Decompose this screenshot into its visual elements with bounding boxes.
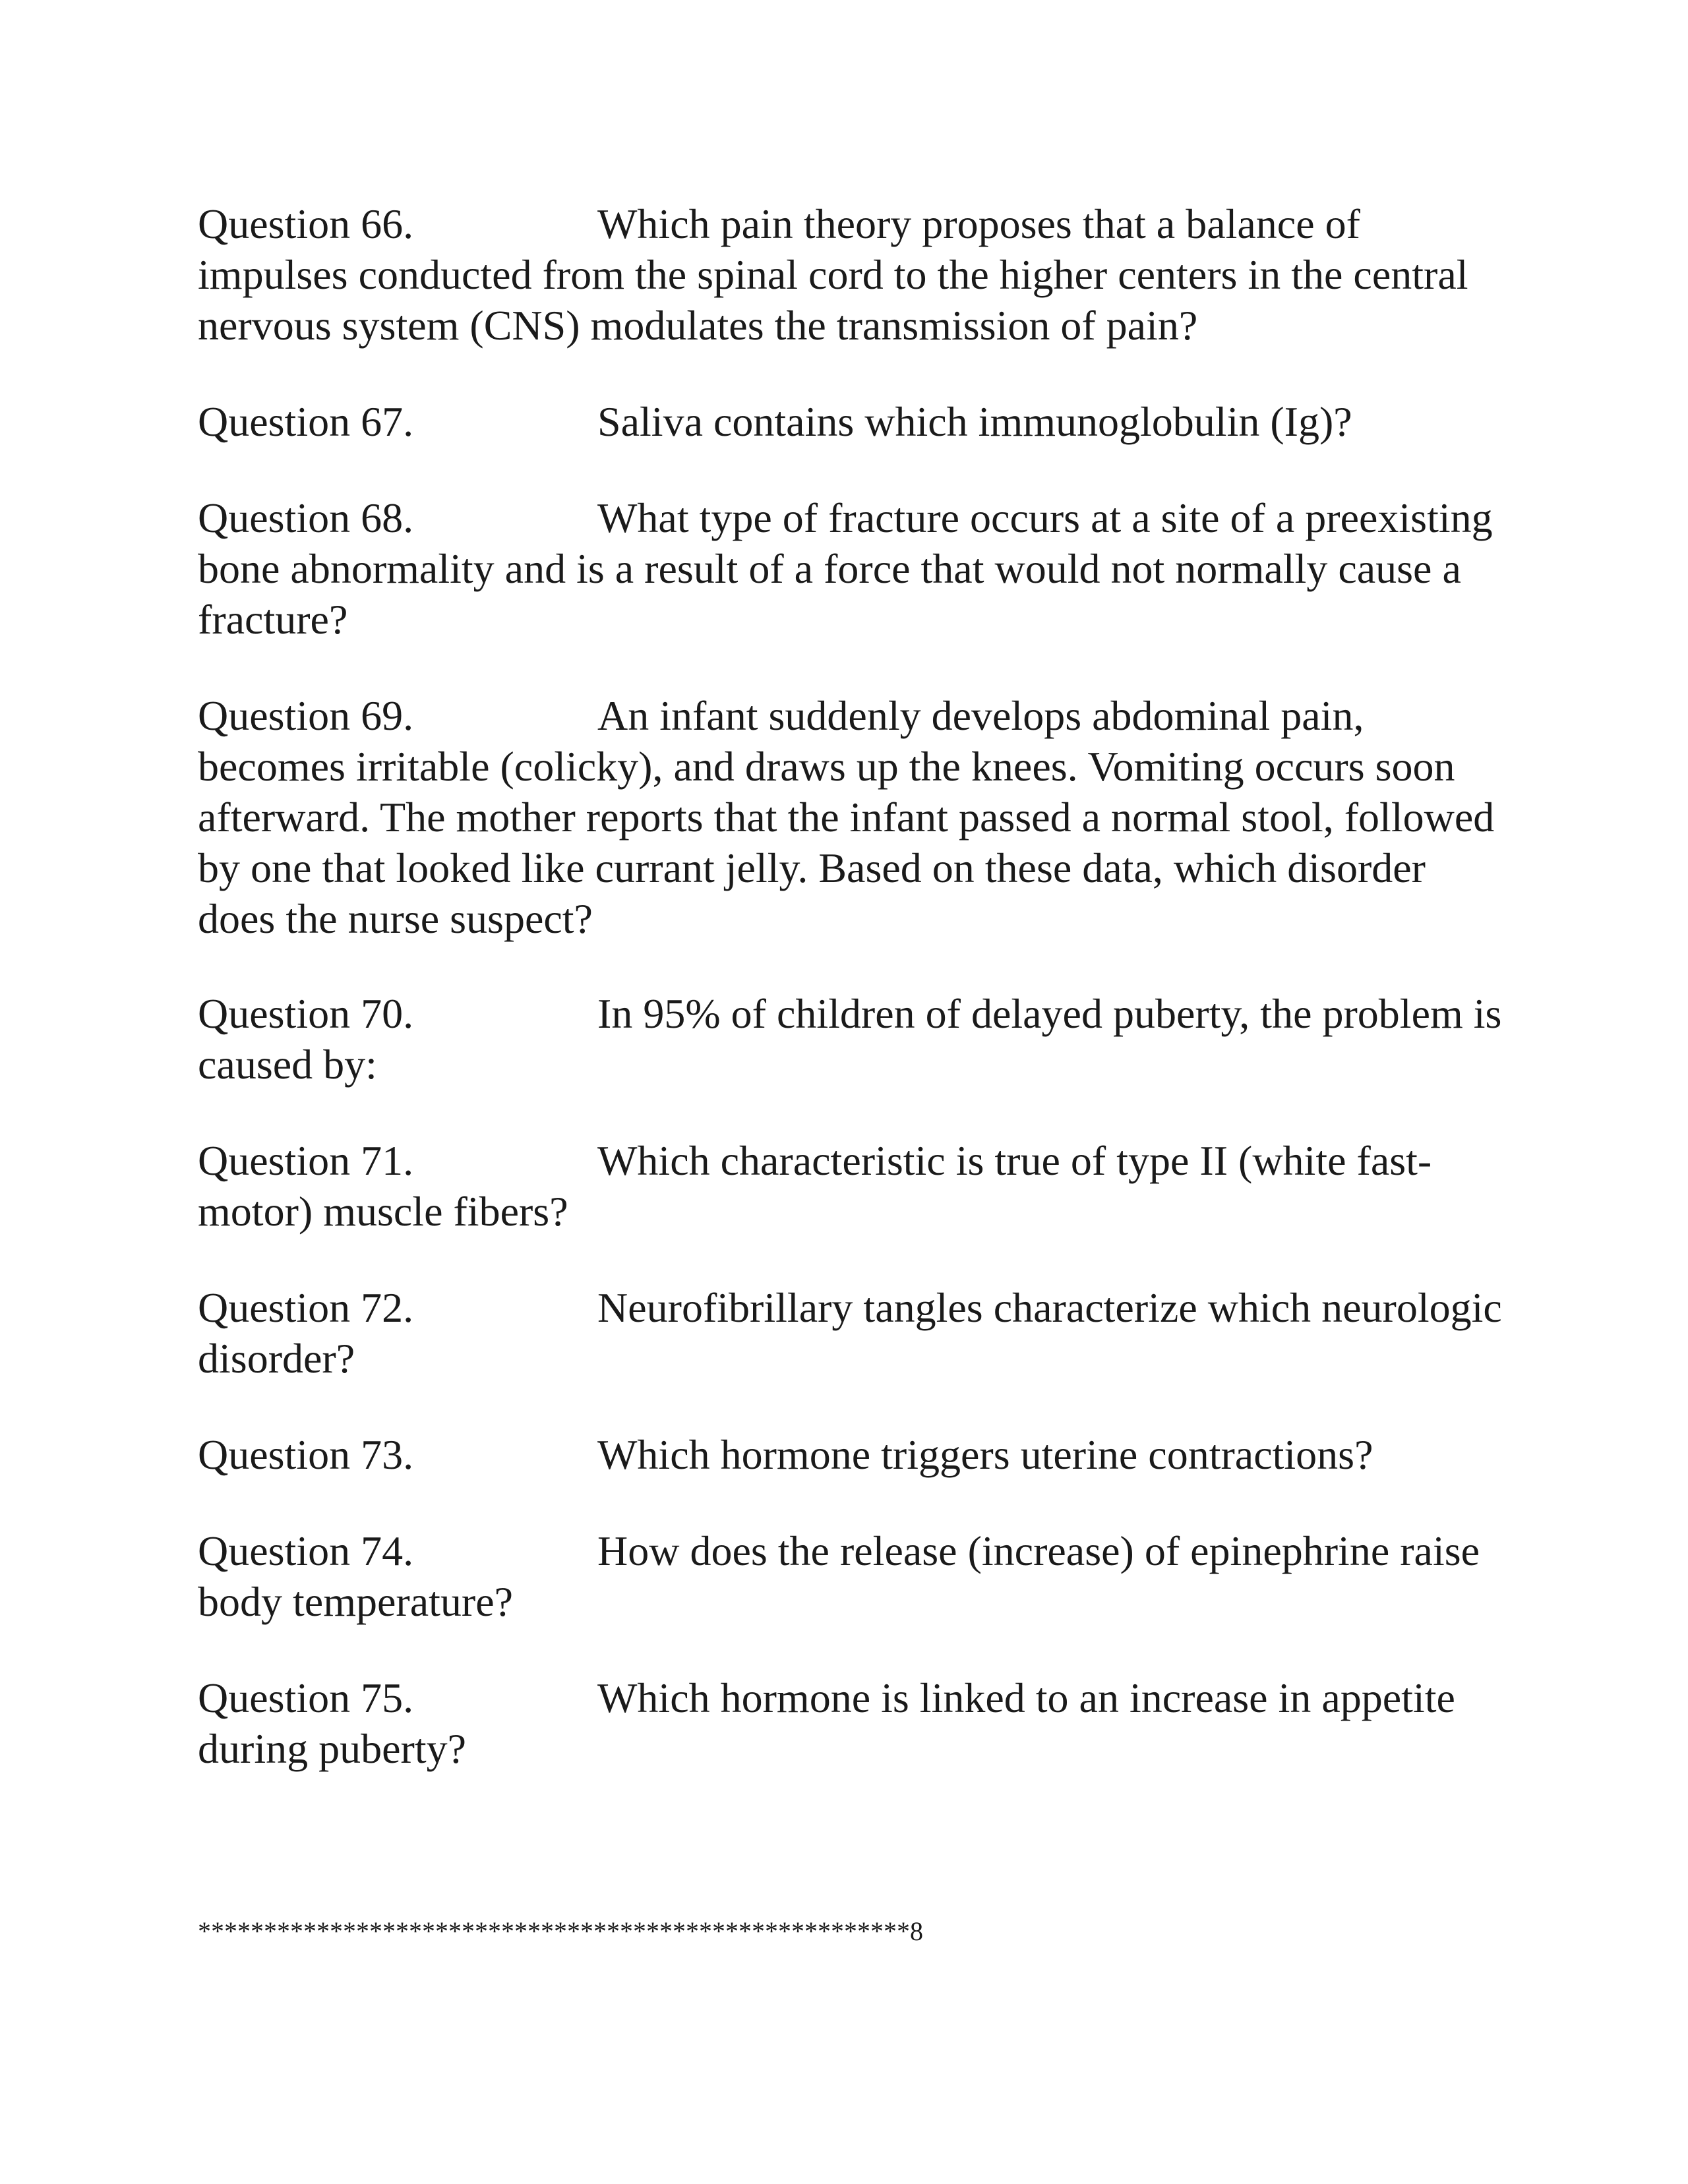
question-75 bbox=[198, 1672, 1510, 1774]
question-label: Question 75. bbox=[198, 1674, 414, 1721]
question-label: Question 74. bbox=[198, 1527, 414, 1574]
question-70 bbox=[198, 988, 1510, 1090]
question-71 bbox=[198, 1135, 1510, 1237]
question-text: Which hormone triggers uterine contractions? bbox=[597, 1431, 1373, 1478]
question-73 bbox=[198, 1429, 1510, 1480]
asterisk-separator: ****************************************************** bbox=[198, 1916, 910, 1946]
question-text: How does the release (increase) of epinephrine raise body temperature? bbox=[198, 1527, 1480, 1625]
question-text: An infant suddenly develops abdominal pain, becomes irritable (colicky), and draws up the knees. Vomiting occurs soon afterward. The mother reports that the infant passed a normal stool, followed by one that looked like currant jelly. Based on these data, which disorder does the nurse suspect? bbox=[198, 692, 1495, 942]
question-label: Question 73. bbox=[198, 1431, 414, 1478]
page-number: 8 bbox=[910, 1916, 923, 1946]
page-footer bbox=[198, 1915, 923, 1948]
question-text: Which hormone is linked to an increase in appetite during puberty? bbox=[198, 1674, 1455, 1772]
question-68 bbox=[198, 492, 1510, 645]
question-label: Question 69. bbox=[198, 692, 414, 739]
question-label: Question 70. bbox=[198, 990, 414, 1037]
question-text: Saliva contains which immunoglobulin (Ig)? bbox=[597, 398, 1352, 445]
question-72 bbox=[198, 1282, 1510, 1384]
question-text: Which pain theory proposes that a balance of impulses conducted from the spinal cord to the higher centers in the central nervous system (CNS) modulates the transmission of pain? bbox=[198, 200, 1468, 349]
question-69 bbox=[198, 690, 1510, 944]
question-text: Neurofibrillary tangles characterize which neurologic disorder? bbox=[198, 1284, 1502, 1382]
question-label: Question 66. bbox=[198, 200, 414, 247]
question-74 bbox=[198, 1525, 1510, 1627]
question-text: In 95% of children of delayed puberty, the problem is caused by: bbox=[198, 990, 1502, 1088]
question-text: Which characteristic is true of type II (white fast-motor) muscle fibers? bbox=[198, 1137, 1432, 1235]
question-label: Question 71. bbox=[198, 1137, 414, 1184]
question-label: Question 68. bbox=[198, 494, 414, 541]
question-67 bbox=[198, 396, 1510, 447]
question-text: What type of fracture occurs at a site of a preexisting bone abnormality and is a result of a force that would not normally cause a fracture? bbox=[198, 494, 1493, 643]
question-66 bbox=[198, 198, 1510, 351]
question-label: Question 67. bbox=[198, 398, 414, 445]
question-label: Question 72. bbox=[198, 1284, 414, 1331]
